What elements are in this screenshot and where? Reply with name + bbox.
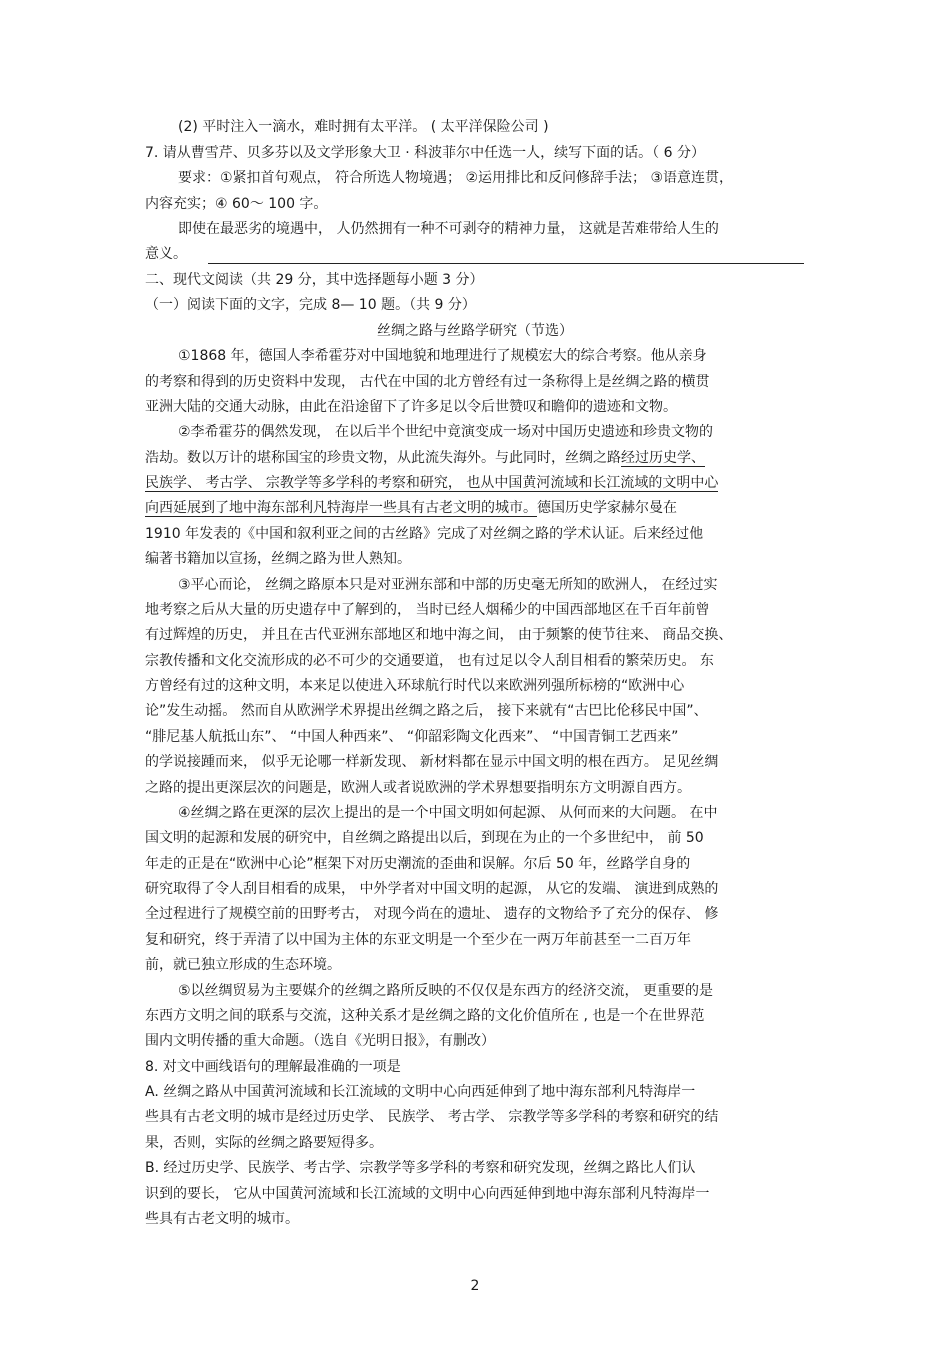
option-a-line: A. 丝绸之路从中国黄河流域和长江流域的文明中心向西延伸到了地中海东部利凡特海岸一 <box>145 1084 696 1100</box>
section-heading: 二、现代文阅读（共 29 分，其中选择题每小题 3 分） <box>145 272 484 288</box>
paragraph-4-line: 全过程进行了规模空前的田野考古， 对现今尚在的遗址、 遗存的文物给予了充分的保存、 修 <box>145 906 719 922</box>
paragraph-4-line: 年走的正是在“欧洲中心论”框架下对历史潮流的歪曲和误解。尔后 50 年，丝路学自身的 <box>145 856 691 872</box>
paragraph-3-line: 方曾经有过的这种文明，本来足以使进入环球航行时代以来欧洲列强所标榜的“欧洲中心 <box>145 678 685 694</box>
paragraph-3-line: “腓尼基人航抵山东”、 “中国人种西来”、 “仰韶彩陶文化西来”、 “中国青铜工艺西来” <box>145 729 679 745</box>
question-7-requirements: 要求：①紧扣首句观点， 符合所选人物境遇； ②运用排比和反问修辞手法； ③语意连贯， <box>178 170 734 186</box>
paragraph-3-line: 宗教传播和文化交流形成的必不可少的交通要道， 也有过足以令人刮目相看的繁荣历史。 东 <box>145 653 714 669</box>
option-a-line: 些具有古老文明的城市是经过历史学、 民族学、 考古学、 宗教学等多学科的考察和研究的结 <box>145 1109 719 1125</box>
paragraph-5-line: ⑤以丝绸贸易为主要媒介的丝绸之路所反映的不仅仅是东西方的经济交流， 更重要的是 <box>178 983 713 999</box>
article-title: 丝绸之路与丝路学研究（节选） <box>377 323 573 339</box>
paragraph-4-line: 国文明的起源和发展的研究中，自丝绸之路提出以后，到现在为止的一个多世纪中， 前 50 <box>145 830 704 846</box>
question-7-requirements-cont: 内容充实；④ 60～ 100 字。 <box>145 196 328 212</box>
paragraph-2-text: 德国历史学家赫尔曼在 <box>537 500 677 516</box>
paragraph-5-line: 东西方文明之间的联系与交流，这种关系才是丝绸之路的文化价值所在 , 也是一个在世界范 <box>145 1008 705 1024</box>
paragraph-2-line <box>145 473 718 493</box>
paragraph-1-line: 的考察和得到的历史资料中发现， 古代在中国的北方曾经有过一条称得上是丝绸之路的横贯 <box>145 374 710 390</box>
paragraph-3-line: 有过辉煌的历史， 并且在古代亚洲东部地区和地中海之间， 由于频繁的使节往来、 商品交换、 <box>145 627 733 643</box>
paragraph-2-line: 1910 年发表的《中国和叙利亚之间的古丝路》完成了对丝绸之路的学术认证。后来经过他 <box>145 526 704 542</box>
paragraph-3-line: 之路的提出更深层次的问题是，欧洲人或者说欧洲的学术界想要指明东方文明源自西方。 <box>145 780 691 796</box>
option-b-line: B. 经过历史学、民族学、考古学、宗教学等多学科的考察和研究发现，丝绸之路比人们认 <box>145 1160 696 1176</box>
paragraph-2-line: 编著书籍加以宣扬，丝绸之路为世人熟知。 <box>145 551 411 567</box>
question-8: 8. 对文中画线语句的理解最准确的一项是 <box>145 1059 401 1075</box>
paragraph-2-line: ②李希霍芬的偶然发现， 在以后半个世纪中竟演变成一场对中国历史遗迹和珍贵文物的 <box>178 424 713 440</box>
paragraph-1-line: 亚洲大陆的交通大动脉，由此在沿途留下了许多足以令后世赞叹和瞻仰的遗迹和文物。 <box>145 399 677 415</box>
paragraph-3-line: 地考察之后从大量的历史遗存中了解到的， 当时已经人烟稀少的中国西部地区在千百年前曾 <box>145 602 710 618</box>
paragraph-2-text: 浩劫。数以万计的堪称国宝的珍贵文物，从此流失海外。与此同时，丝绸之路 <box>145 450 621 466</box>
question-7: 7. 请从曹雪芹、贝多芬以及文学形象大卫 · 科波菲尔中任选一人，续写下面的话。（ 6 分） <box>145 145 705 161</box>
paragraph-1-line: ①1868 年，德国人李希霍芬对中国地貌和地理进行了规模宏大的综合考察。他从亲身 <box>178 348 707 364</box>
option-b-line: 些具有古老文明的城市。 <box>145 1211 299 1227</box>
page-number: 2 <box>470 1278 480 1294</box>
paragraph-4-line: 复和研究，终于弄清了以中国为主体的东亚文明是一个至少在一两万年前甚至一二百万年 <box>145 932 691 948</box>
subsection-heading: （一）阅读下面的文字，完成 8— 10 题。（共 9 分） <box>145 297 476 313</box>
option-b-line: 识到的要长， 它从中国黄河流域和长江流域的文明中心向西延伸到地中海东部利凡特海岸一 <box>145 1186 710 1202</box>
answer-blank-line <box>208 263 804 264</box>
slogan-line: (2) 平时注入一滴水，难时拥有太平洋。 ( 太平洋保险公司 ) <box>178 119 549 135</box>
underlined-sentence: 经过历史学、 <box>621 450 705 466</box>
paragraph-5-line: 围内文明传播的重大命题。（选自《光明日报》，有删改） <box>145 1033 495 1049</box>
underlined-sentence: 民族学、 考古学、 宗教学等多学科的考察和研究， 也从中国黄河流域和长江流域的文明中心 <box>145 475 719 491</box>
paragraph-4-line: 研究取得了令人刮目相看的成果， 中外学者对中国文明的起源， 从它的发端、 演进到成熟的 <box>145 881 719 897</box>
question-7-prompt: 即使在最恶劣的境遇中， 人仍然拥有一种不可剥夺的精神力量， 这就是苦难带给人生的 <box>178 221 719 237</box>
paragraph-3-line: ③平心而论， 丝绸之路原本只是对亚洲东部和中部的历史毫无所知的欧洲人， 在经过实 <box>178 577 718 593</box>
paragraph-2-line <box>145 498 677 518</box>
paragraph-2-line <box>145 448 705 468</box>
paragraph-3-line: 的学说接踵而来， 似乎无论哪一样新发现、 新材料都在显示中国文明的根在西方。 足见丝绸 <box>145 754 719 770</box>
paragraph-3-line: 论”发生动摇。 然而自从欧洲学术界提出丝绸之路之后， 接下来就有“古巴比伦移民中国”、 <box>145 703 708 719</box>
paragraph-4-line: ④丝绸之路在更深的层次上提出的是一个中国文明如何起源、 从何而来的大问题。 在中 <box>178 805 718 821</box>
paragraph-4-line: 前，就已独立形成的生态环境。 <box>145 957 341 973</box>
option-a-line: 果，否则，实际的丝绸之路要短得多。 <box>145 1135 383 1151</box>
question-7-prompt-cont: 意义。 <box>145 246 187 262</box>
underlined-sentence: 向西延展到了地中海东部利凡特海岸一些具有古老文明的城市。 <box>145 500 537 516</box>
